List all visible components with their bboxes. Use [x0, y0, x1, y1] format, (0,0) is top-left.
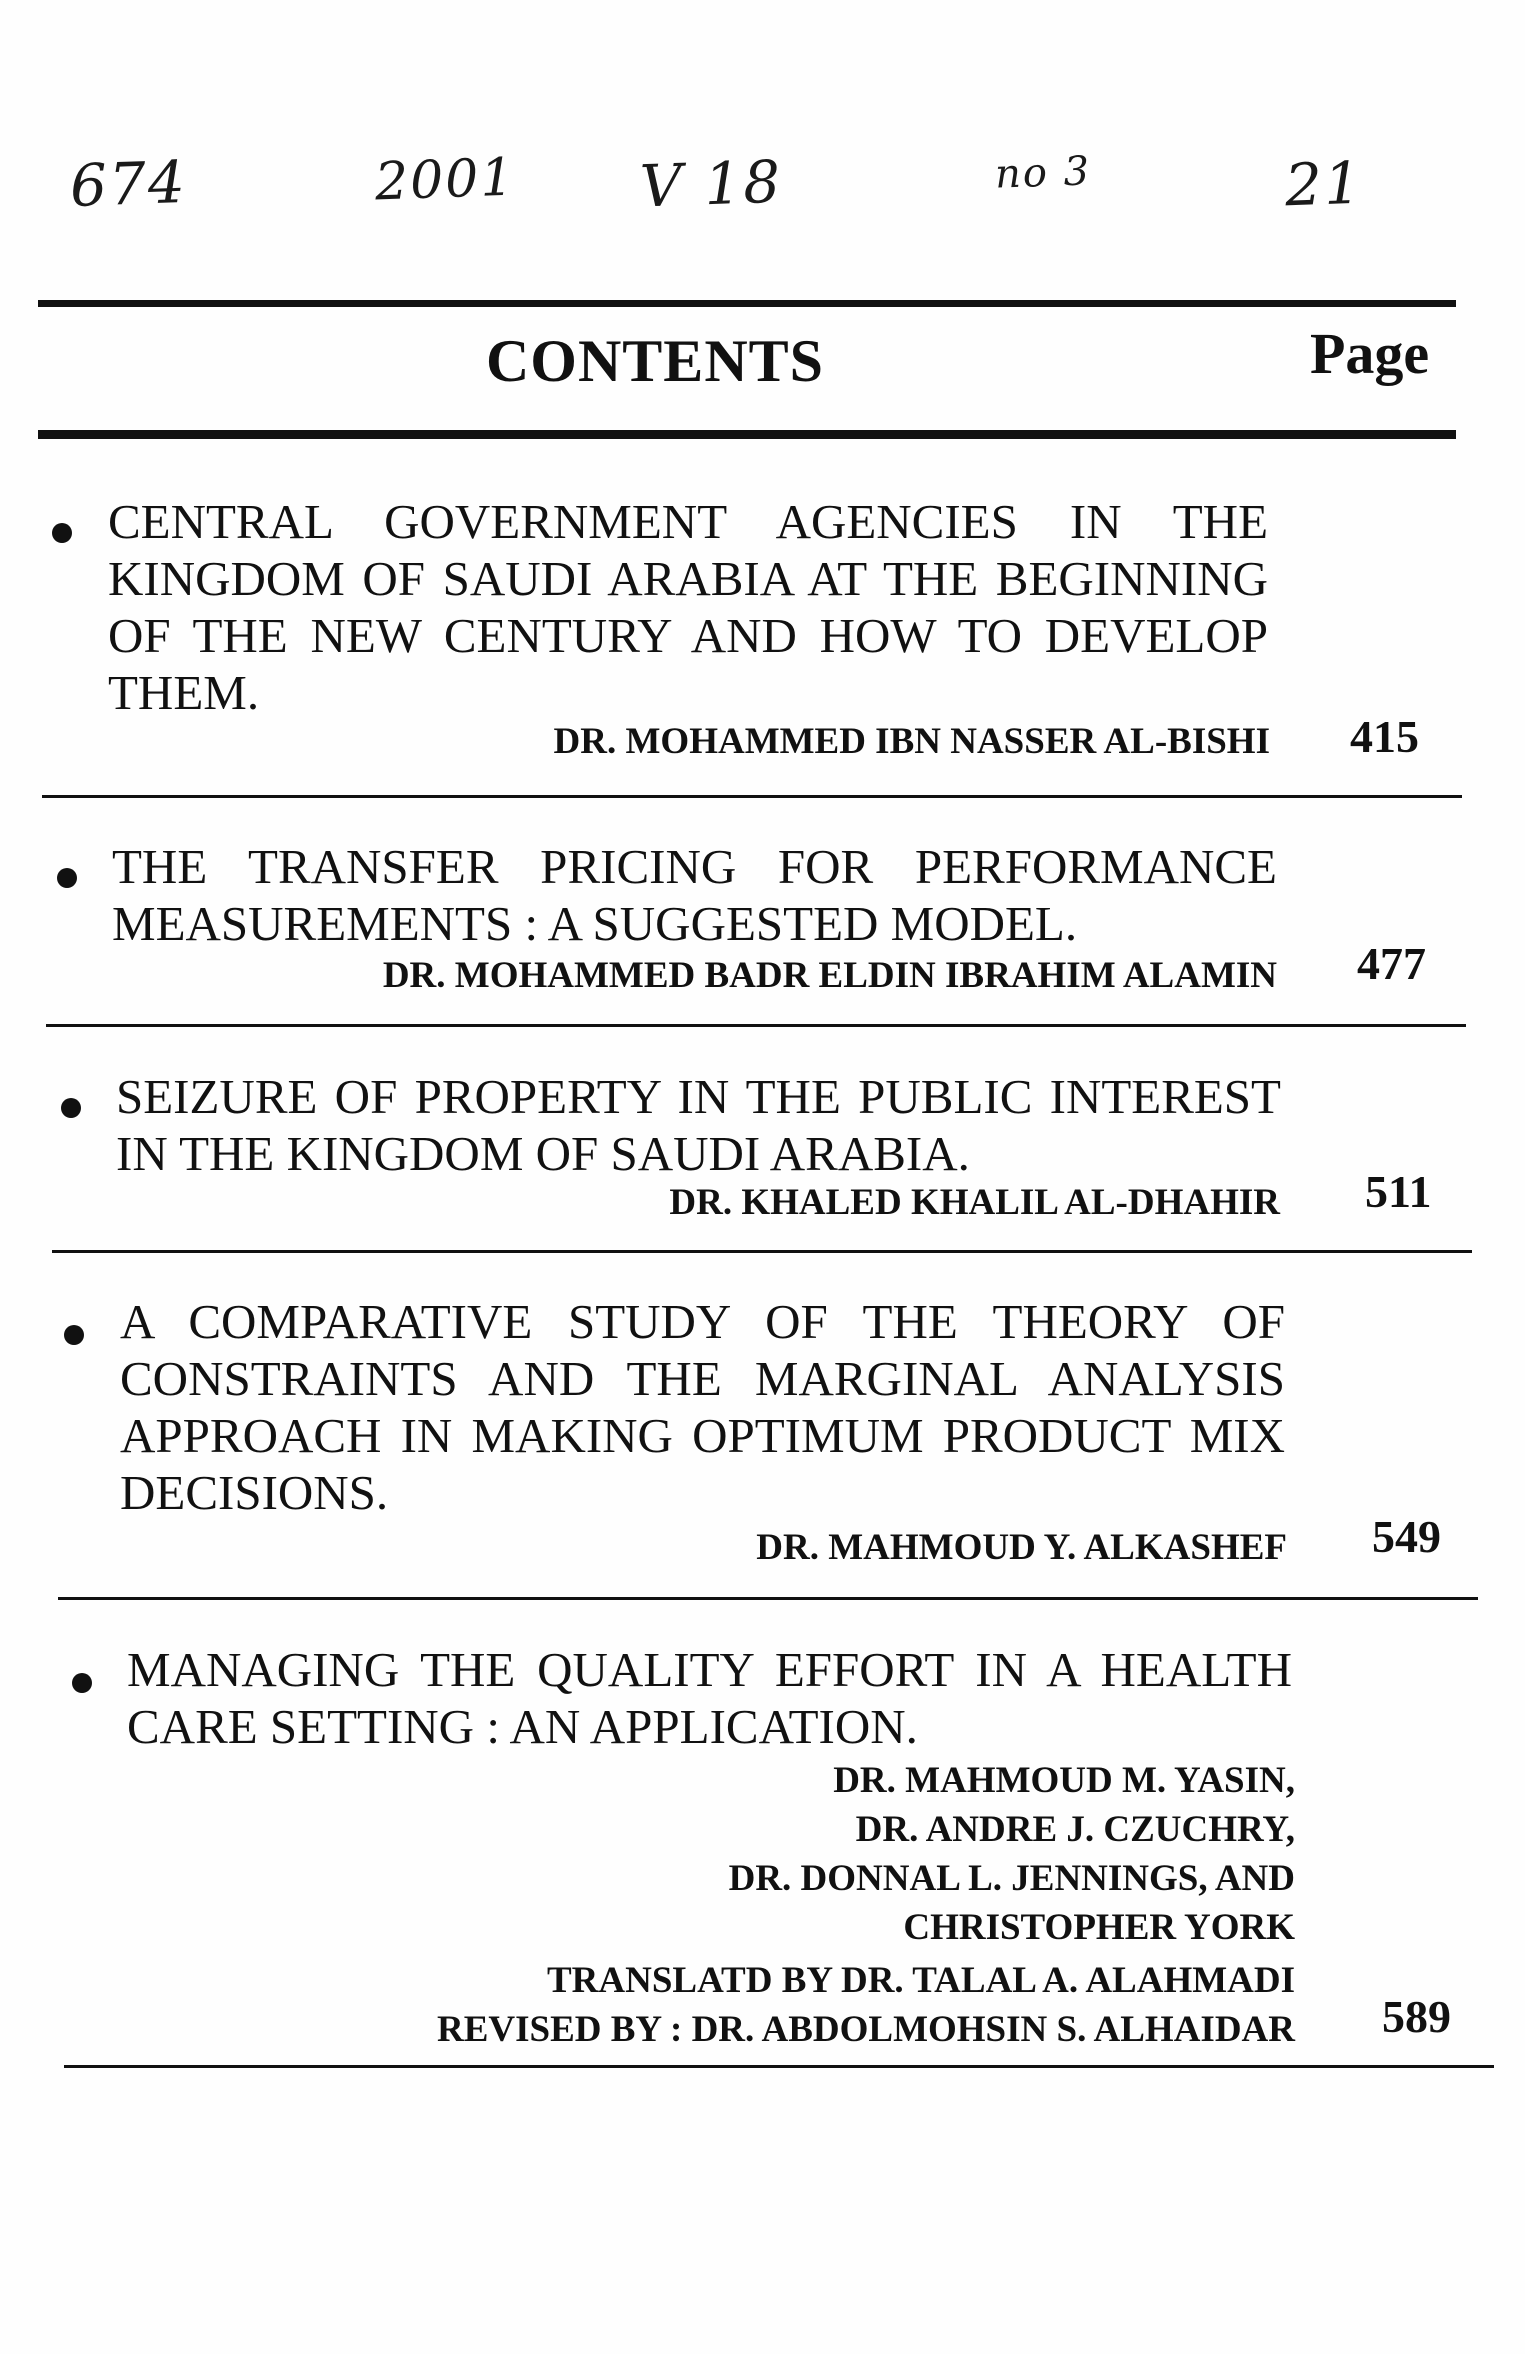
bullet-icon	[52, 523, 72, 543]
header-top-rule	[38, 300, 1456, 307]
entry-title[interactable]: THE TRANSFER PRICING FOR PERFORMANCE MEASUREMENTS : A SUGGESTED MODEL.	[112, 839, 1277, 951]
handwritten-note-1: 674	[68, 147, 188, 221]
entry-title[interactable]: MANAGING THE QUALITY EFFORT IN A HEALTH CARE SETTING : AN APPLICATION.	[127, 1642, 1292, 1754]
entry-page-number[interactable]: 589	[1382, 1991, 1451, 2042]
entry-page-number[interactable]: 477	[1357, 938, 1426, 989]
bullet-icon	[64, 1325, 84, 1345]
entry-separator	[58, 1597, 1478, 1600]
handwritten-note-3: V 18	[638, 147, 784, 221]
entry-page-number[interactable]: 511	[1365, 1166, 1432, 1217]
entry-reviser: REVISED BY : DR. ABDOLMOHSIN S. ALHAIDAR	[437, 2009, 1295, 2050]
handwritten-note-5: 21	[1283, 148, 1364, 220]
entry-separator	[46, 1024, 1466, 1027]
header-bottom-rule	[38, 430, 1456, 439]
entry-author: CHRISTOPHER YORK	[903, 1907, 1295, 1948]
page-column-label: Page	[1310, 321, 1430, 386]
entry-separator	[52, 1250, 1472, 1253]
entry-title[interactable]: SEIZURE OF PROPERTY IN THE PUBLIC INTEREST IN THE KINGDOM OF SAUDI ARABIA.	[116, 1069, 1281, 1181]
entry-author: DR. DONNAL L. JENNINGS, AND	[728, 1858, 1295, 1899]
bullet-icon	[57, 868, 77, 888]
entry-author: DR. KHALED KHALIL AL-DHAHIR	[669, 1182, 1280, 1223]
entry-author: DR. MAHMOUD M. YASIN,	[833, 1760, 1295, 1801]
entry-separator	[42, 795, 1462, 798]
entry-author: DR. MAHMOUD Y. ALKASHEF	[756, 1527, 1287, 1568]
entry-author: DR. ANDRE J. CZUCHRY,	[855, 1809, 1295, 1850]
entry-author: DR. MOHAMMED BADR ELDIN IBRAHIM ALAMIN	[382, 955, 1277, 996]
entry-page-number[interactable]: 415	[1350, 711, 1419, 762]
handwritten-note-4: no 3	[994, 148, 1092, 198]
entry-title[interactable]: A COMPARATIVE STUDY OF THE THEORY OF CONSTRAINTS AND THE MARGINAL ANALYSIS APPROACH IN MAKING OPTIMUM PRODUCT MIX DECISIONS.	[120, 1294, 1285, 1520]
bullet-icon	[72, 1673, 92, 1693]
entry-author: DR. MOHAMMED IBN NASSER AL-BISHI	[553, 721, 1270, 762]
handwritten-note-2: 2001	[373, 147, 517, 213]
entry-separator	[64, 2065, 1494, 2068]
entry-title[interactable]: CENTRAL GOVERNMENT AGENCIES IN THE KINGDOM OF SAUDI ARABIA AT THE BEGINNING OF THE NEW CENTURY AND HOW TO DEVELOP THEM.	[108, 494, 1268, 720]
entry-translator: TRANSLATD BY DR. TALAL A. ALAHMADI	[546, 1960, 1295, 2001]
handwritten-annotation	[60, 147, 1440, 240]
contents-title: CONTENTS	[485, 328, 825, 394]
bullet-icon	[61, 1098, 81, 1118]
entry-page-number[interactable]: 549	[1372, 1511, 1441, 1562]
